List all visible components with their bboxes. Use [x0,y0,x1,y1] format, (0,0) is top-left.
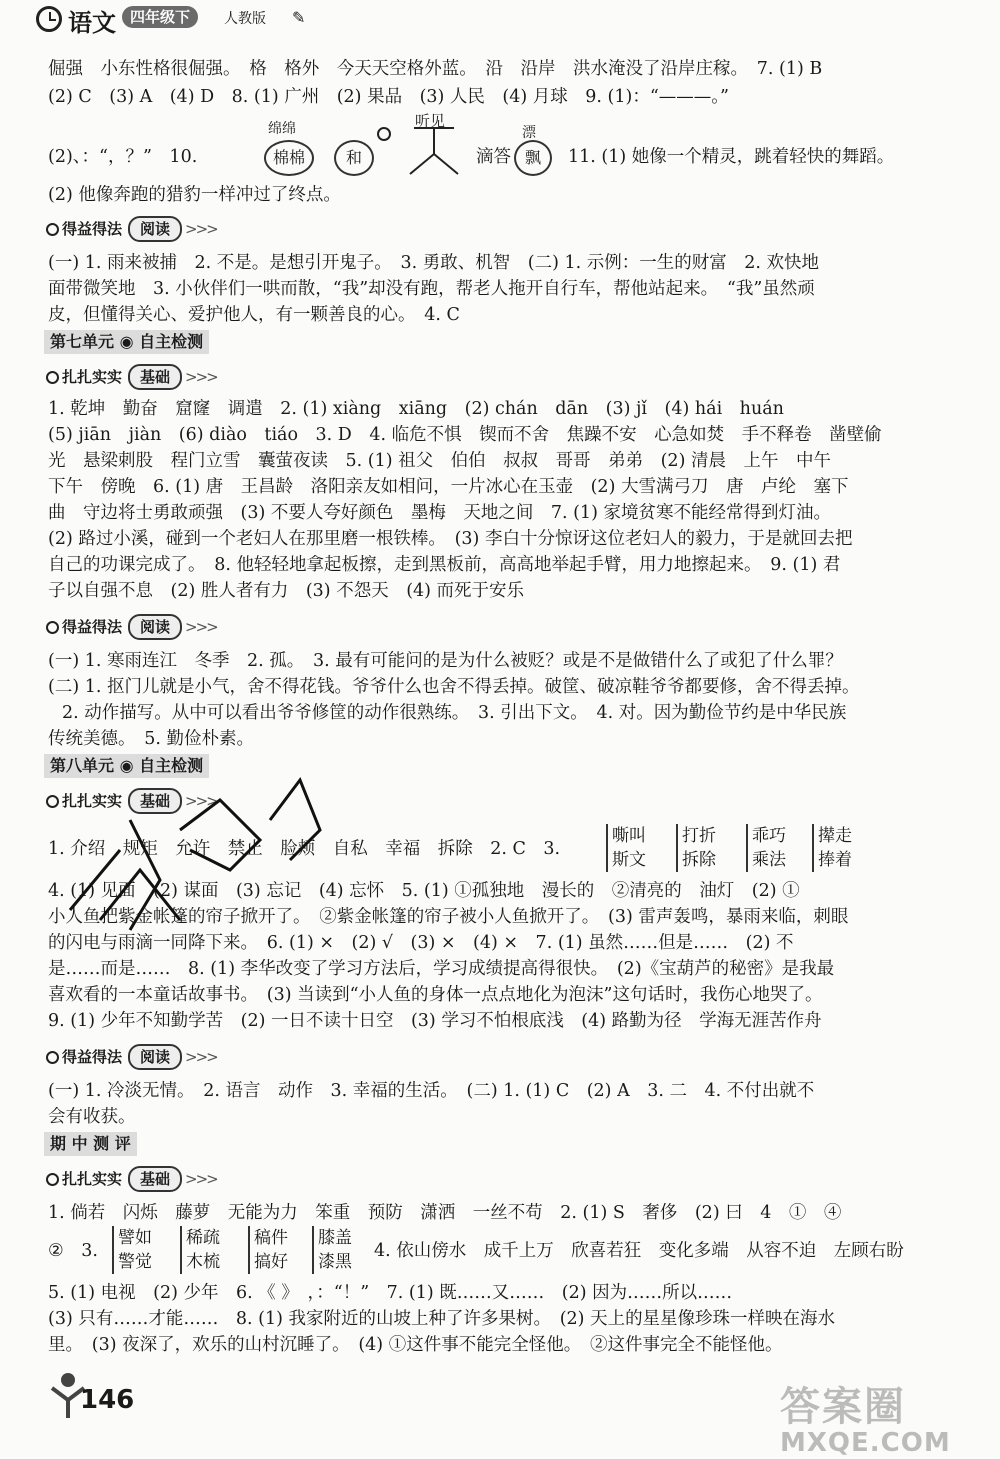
answer-line: (一) 1. 雨来被捕 2. 不是。是想引开鬼子。 3. 勇敢、机智 (二) 1. 示例：一生的财富 2. 欢快地 [48,253,819,273]
page-header [0,0,1000,36]
section-unit8: 第八单元 ◉ 自主检测 [44,754,209,778]
section-midterm: 期 中 测 评 [44,1132,137,1156]
q3-group: 撵走 捧着 [812,824,852,872]
answer-line: 1. 介绍 规矩 允许 禁止 脸颊 自私 幸福 拆除 2. C 3. [48,839,561,859]
answer-line: (3) 只有……才能…… 8. (1) 我家附近的山坡上种了许多果树。 (2) 天上的星星像珍珠一样映在海水 [48,1309,836,1329]
reading-tag: 得益得法 阅读 >>> [46,216,217,242]
page-number: 146 [80,1385,135,1415]
answer-line: 自己的功课完成了。 8. 他轻轻地拿起板擦，走到黑板前，高高地举起手臂，用力地擦起来。 9. (1) 君 [48,555,841,575]
section-unit7: 第七单元 ◉ 自主检测 [44,330,209,354]
answer-line: 1. 乾坤 勤奋 窟窿 调遣 2. (1) xiàng xiāng (2) chán dān (3) jǐ (4) hái huán [48,399,784,419]
grade-badge: 四年级下 [122,6,198,28]
q10-word: 漂 [522,125,536,141]
reading-tag: 得益得法 阅读 >>> [46,1044,217,1070]
pen-icon: ✎ [292,8,306,27]
answer-line: (2)、：“，？” 10. [48,147,198,167]
answer-line: 小人鱼把紫金帐篷的帘子掀开了。 ②紫金帐篷的帘子被小人鱼掀开了。 (3) 雷声轰鸣，暴雨来临，刺眼 [48,907,849,927]
subject-title: 语文 [68,9,116,37]
answer-line: 面带微笑地 3. 小伙伴们一哄而散，“我”却没有跑，帮老人拖开自行车，帮他站起来。 “我”虽然顽 [48,279,815,299]
q10-word: 听见 [415,112,446,130]
edition-label: 人教版 [224,11,266,27]
answer-line: 滴答 [476,147,511,167]
q3-group: 稀疏 木梳 [180,1226,220,1274]
q3-group: 稿件 搞好 [248,1226,288,1274]
handwriting-scribble [30,760,350,960]
answer-line: 9. (1) 少年不知勤学苦 (2) 一日不读十日空 (3) 学习不怕根底浅 (4) 路勤为径 学海无涯苦作舟 [48,1011,822,1031]
q3-group: 打折 拆除 [676,824,716,872]
answer-line: 传统美德。 5. 勤俭朴素。 [48,729,255,749]
answer-line: 的闪电与雨滴一同降下来。 6. (1) × (2) √ (3) × (4) × 7. (1) 虽然……但是…… (2) 不 [48,933,794,953]
answer-line: ② 3. [48,1241,98,1261]
answer-line: 会有收获。 [48,1107,136,1127]
basic-tag: 扎扎实实 基础 >>> [46,364,217,390]
answer-line: 曲 守边将士勇敢顽强 (3) 不要人夸好颜色 墨梅 天地之间 7. (1) 家境贫寒不能经常得到灯油。 [48,503,831,523]
reading-tag: 得益得法 阅读 >>> [46,614,217,640]
answer-line: 里。 (3) 夜深了，欢乐的山村沉睡了。 (4) ①这件事不能完全怪他。 ②这件事完全不能怪他。 [48,1335,783,1355]
answer-line: 4. (1) 见面 (2) 谋面 (3) 忘记 (4) 忘怀 5. (1) ①孤独地 漫长的 ②清亮的 油灯 (2) ① [48,881,800,901]
answer-line: 1. 倘若 闪烁 藤萝 无能为力 笨重 预防 潇洒 一丝不苟 2. (1) S 奢侈 (2) 曰 4 ① ④ [48,1203,842,1223]
q10-circle: 飘 [514,140,552,176]
q3-group: 乖巧 乘法 [746,824,786,872]
answer-line: 4. 依山傍水 成千上万 欣喜若狂 变化多端 从容不迫 左顾右盼 [374,1241,904,1261]
basic-tag: 扎扎实实 基础 >>> [46,788,217,814]
basic-tag: 扎扎实实 基础 >>> [46,1166,217,1192]
answer-line: 倔强 小东性格很倔强。 格 格外 今天天空格外蓝。 沿 沿岸 洪水淹没了沿岸庄稼。 7. (1) B [48,59,823,79]
answer-line: 下午 傍晚 6. (1) 唐 王昌龄 洛阳亲友如相问，一片冰心在玉壶 (2) 大雪满弓刀 唐 卢纶 塞下 [48,477,849,497]
answer-line: (一) 1. 冷淡无情。 2. 语言 动作 3. 幸福的生活。 (二) 1. (1) C (2) A 3. 二 4. 不付出就不 [48,1081,815,1101]
answer-line: 子以自强不息 (2) 胜人者有力 (3) 不怨天 (4) 而死于安乐 [48,581,525,601]
q10-diagram [370,122,480,182]
q3-group: 譬如 警觉 [112,1226,152,1274]
answer-line: 2. 动作描写。从中可以看出爷爷修筐的动作很熟练。 3. 引出下文。 4. 对。因为勤俭节约是中华民族 [62,703,847,723]
answer-line: (2) 路过小溪，碰到一个老妇人在那里磨一根铁棒。 (3) 李白十分惊讶这位老妇人的毅力，于是就回去把 [48,529,853,549]
q3-group: 膝盖 漆黑 [312,1226,352,1274]
answer-line: (5) jiān jiàn (6) diào tiáo 3. D 4. 临危不惧 锲而不舍 焦躁不安 心急如焚 手不释卷 凿壁偷 [48,425,882,445]
answer-line: 喜欢看的一本童话故事书。 (3) 当读到“小人鱼的身体一点点地化为泡沫”这句话时，我伤心地哭了。 [48,985,823,1005]
q10-word: 绵绵 [268,121,296,137]
q10-circle: 棉棉 [264,140,314,176]
answer-line: 是……而是…… 8. (1) 李华改变了学习方法后，学习成绩提高得很快。 (2)《宝葫芦的秘密》是我最 [48,959,835,979]
clock-icon [36,6,62,32]
answer-line: 5. (1) 电视 (2) 少年 6. 《 》 ，：“！” 7. (1) 既……又…… (2) 因为……所以…… [48,1283,733,1303]
answer-line: (2) C (3) A (4) D 8. (1) 广州 (2) 果品 (3) 人民 (4) 月球 9. (1)：“———。” [48,87,729,107]
q10-circle: 和 [334,140,374,176]
answer-line: (二) 1. 抠门儿就是小气，舍不得花钱。爷爷什么也舍不得丢掉。破筐、破凉鞋爷爷都要修，舍不得丢掉。 [48,677,860,697]
answer-line: 皮，但懂得关心、爱护他人，有一颗善良的心。 4. C [48,305,460,325]
answer-line: (2) 他像奔跑的猎豹一样冲过了终点。 [48,185,341,205]
q3-group: 嘶叫 斯文 [606,824,646,872]
answer-line: 光 悬梁刺股 程门立雪 囊萤夜读 5. (1) 祖父 伯伯 叔叔 哥哥 弟弟 (2) 清晨 上午 中午 [48,451,831,471]
answer-line: (一) 1. 寒雨连江 冬季 2. 孤。 3. 最有可能问的是为什么被贬？或是不是做错什么了或犯了什么罪？ [48,651,843,671]
answer-line: 11. (1) 她像一个精灵，跳着轻快的舞蹈。 [568,147,895,167]
watermark: 答案圈 MXQE.COM [780,1384,951,1458]
